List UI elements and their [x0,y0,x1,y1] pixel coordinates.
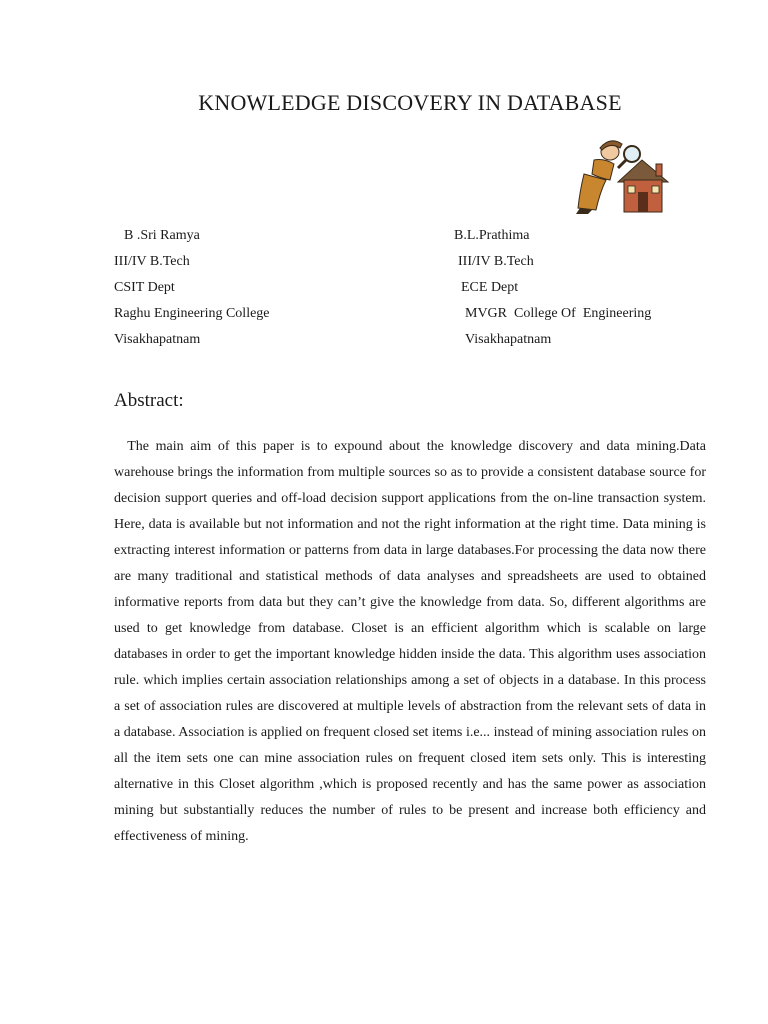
paper-title: KNOWLEDGE DISCOVERY IN DATABASE [198,90,622,115]
abstract-heading: Abstract: [114,390,184,411]
author-dept: ECE Dept [461,280,519,295]
author-name: B.L.Prathima [454,228,530,243]
author-block-1 [114,226,270,356]
author-block-2 [454,226,651,356]
author-dept: CSIT Dept [114,280,175,295]
abstract-body [114,434,706,850]
author-name: B .Sri Ramya [124,228,200,243]
author-city: Visakhapatnam [465,332,552,347]
abstract-indent [114,439,127,454]
author-college: Raghu Engineering College [114,306,270,321]
author-college: MVGR College Of Engineering [465,306,652,321]
author-city: Visakhapatnam [114,332,201,347]
author-course: III/IV B.Tech [458,254,534,269]
author-course: III/IV B.Tech [114,254,190,269]
detective-house-icon [570,130,674,216]
abstract-text: The main aim of this paper is to expound about the knowledge discovery and data mining.Data warehouse brings the information from multiple sources so as to provide a consistent database source for decision support queries and off-load decision support applications from the on-line transaction system. Here, data is available but not information and not the right information at the right time. Data mining is extracting interest information or patterns from data in large databases.For processing the data now there are many traditional and statistical methods of data analyses and spreadsheets are used to obtained informative reports from data but they can’t give the knowledge from data. So, different algorithms are used to get knowledge from database. Closet is an efficient algorithm which is scalable on large databases in order to get the important knowledge hidden inside the data. This algorithm uses association rule. which implies certain association relationships among a set of objects in a database. In this process a set of association rules are discovered at multiple levels of abstraction from the relevant sets of data in a database. Association is applied on frequent closed set items i.e... instead of mining association rules on all the item sets one can mine association rules on frequent closed item sets only. This is interesting alternative in this Closet algorithm ,which is proposed recently and has the same power as association mining but substantially reduces the number of rules to be present and increase both efficiency and effectiveness of mining. [114,439,706,844]
